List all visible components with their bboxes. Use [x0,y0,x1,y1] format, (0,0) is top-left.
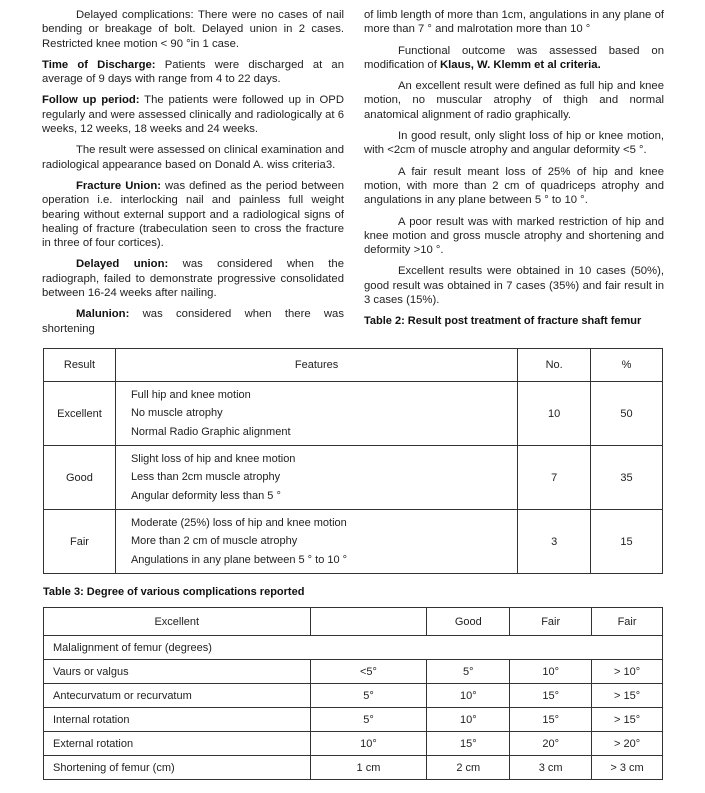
row-label: Shortening of femur (cm) [44,756,311,780]
value-cell: <5° [310,660,427,684]
result-cell: Excellent [44,382,116,446]
table2-header-features: Features [115,349,517,382]
result-cell: Good [44,446,116,510]
feature-item: Slight loss of hip and knee motion [130,453,296,466]
table2-caption: Table 2: Result post treatment of fracture shaft femur [364,315,642,328]
table2-header-percent: % [591,349,663,382]
table3-header-excellent: Excellent [44,608,311,636]
row-label: Internal rotation [44,708,311,732]
paragraph-delayed-union [42,257,344,300]
features-cell [115,382,517,446]
table-row [44,684,663,708]
features-cell [115,510,517,574]
text-malunion: was considered when there was shortening [42,308,344,335]
value-cell: 10° [427,684,510,708]
section-label: Malalignment of femur (degrees) [44,636,663,660]
text-delayed-union: was considered when the radiograph, failed to demonstrate progressive consolidated between 16-24 weeks after nailing. [42,258,344,300]
table3-caption: Table 3: Degree of various complications reported [43,586,305,598]
table3-header-row [44,608,663,636]
value-cell: 10° [427,708,510,732]
label-fracture-union: Fracture Union: [76,179,161,192]
label-follow-up: Follow up period: [42,94,140,107]
table3-header-good: Good [427,608,510,636]
value-cell: 5° [310,708,427,732]
text-functional-outcome: Functional outcome was assessed based on modification of [364,44,664,71]
percent-cell: 15 [591,510,663,574]
table3-header-blank [310,608,427,636]
table-row [44,510,663,574]
feature-item: Moderate (25%) loss of hip and knee motion [130,517,347,530]
table-row [44,446,663,510]
table-row [44,708,663,732]
feature-item: Less than 2cm muscle atrophy [130,471,281,484]
value-cell: 1 cm [310,756,427,780]
count-cell: 7 [518,446,591,510]
value-cell: 5° [427,660,510,684]
value-cell: > 3 cm [592,756,663,780]
label-malunion: Malunion: [76,308,130,321]
table-result-post-treatment [43,348,663,574]
value-cell: 10° [510,660,592,684]
feature-item: Angular deformity less than 5 ° [130,489,281,502]
feature-item: Normal Radio Graphic alignment [130,425,291,438]
row-label: Antecurvatum or recurvatum [44,684,311,708]
table-row [44,660,663,684]
label-time-of-discharge: Time of Discharge: [42,58,156,71]
feature-item: No muscle atrophy [130,407,223,420]
paragraph-time-of-discharge [42,58,344,87]
percent-cell: 50 [591,382,663,446]
percent-cell: 35 [591,446,663,510]
table-row [44,382,663,446]
feature-item: Full hip and knee motion [130,389,251,402]
table-row [44,732,663,756]
value-cell: 15° [427,732,510,756]
value-cell: 15° [510,684,592,708]
table2-header-result: Result [44,349,116,382]
text-fracture-union: was defined as the period between operation i.e. interlocking nail and painless full weight bearing without external support and a radiological signs of healing of fracture (trabeculation seen to cross the fracture in three of four cortices). [42,179,344,250]
paragraph-results-summary: Excellent results were obtained in 10 cases (50%), good result was obtained in 7 cases (35%) and fair result in 3 cases (15%). [364,265,664,307]
label-delayed-union: Delayed union: [76,258,169,271]
left-column [42,8,344,343]
criteria-name: Klaus, W. Klemm et al criteria. [439,58,601,71]
table2-header-row [44,349,663,382]
paragraph-assessment: The result were assessed on clinical examination and radiological appearance based on Donald A. wiss criteria3. [42,144,344,171]
table-complications [43,607,663,780]
table-row [44,756,663,780]
value-cell: > 15° [592,684,663,708]
value-cell: 15° [510,708,592,732]
paragraph-follow-up [42,93,344,136]
paragraph-functional-outcome [364,44,664,73]
row-label: Vaurs or valgus [44,660,311,684]
count-cell: 10 [518,382,591,446]
features-cell [115,446,517,510]
value-cell: 3 cm [510,756,592,780]
table3-header-fair-2: Fair [592,608,663,636]
paragraph-poor: A poor result was with marked restriction of hip and knee motion and gross muscle atrophy and shortening and deformity >10 °. [364,215,664,257]
right-column [364,8,664,329]
paragraph-delayed-complications: Delayed complications: There were no cases of nail bending or breakage of bolt. Delayed union in 2 cases. Restricted knee motion < 90 °in 1 case. [42,9,344,50]
paragraph-malunion [42,307,344,336]
row-label: External rotation [44,732,311,756]
value-cell: > 10° [592,660,663,684]
paragraph-good: In good result, only slight loss of hip or knee motion, with <2cm of muscle atrophy and angular deformity <5 °. [364,130,664,157]
result-cell: Fair [44,510,116,574]
paragraph-malunion-cont: of limb length of more than 1cm, angulations in any plane of more than 7 ° and malrotation more than 10 ° [364,9,664,36]
feature-item: Angulations in any plane between 5 ° to 10 ° [130,553,348,566]
paragraph-fair: A fair result meant loss of 25% of hip and knee motion, with more than 2 cm of quadriceps atrophy and angulations in any plane between 5 ° to 10 °. [364,165,664,207]
value-cell: 2 cm [427,756,510,780]
value-cell: 10° [310,732,427,756]
paragraph-excellent: An excellent result were defined as full hip and knee motion, no muscular atrophy of thigh and normal anatomical alignment of radio graphically. [364,80,664,121]
text-time-of-discharge: Patients were discharged at an average of 9 days with range from 4 to 22 days. [42,58,344,86]
value-cell: > 20° [592,732,663,756]
value-cell: > 15° [592,708,663,732]
table2-header-no: No. [518,349,591,382]
table3-header-fair: Fair [510,608,592,636]
value-cell: 5° [310,684,427,708]
value-cell: 20° [510,732,592,756]
count-cell: 3 [518,510,591,574]
text-follow-up: The patients were followed up in OPD regularly and were assessed clinically and radiologically at 6 weeks, 12 weeks, 18 weeks and 24 weeks. [42,94,344,136]
table3-section-row [44,636,663,660]
paragraph-fracture-union [42,179,344,250]
feature-item: More than 2 cm of muscle atrophy [130,535,298,548]
